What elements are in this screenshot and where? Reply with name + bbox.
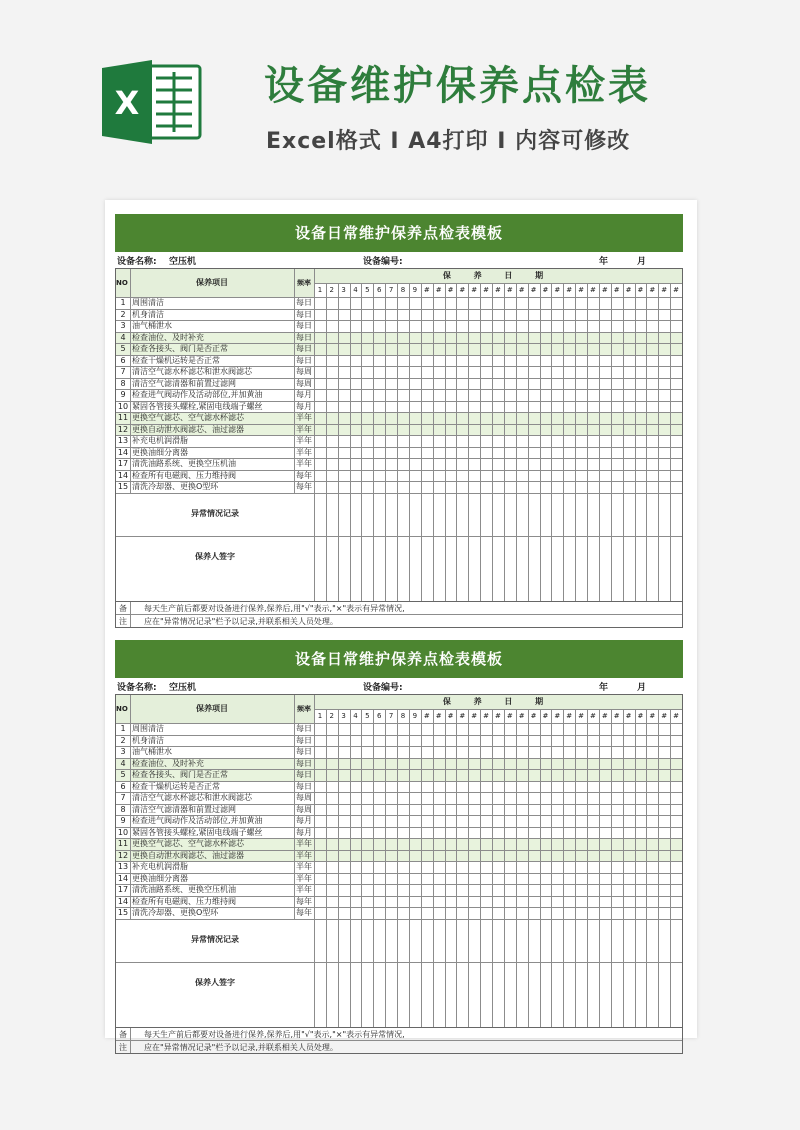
grid-line <box>646 709 647 1027</box>
day-number: # <box>459 286 466 294</box>
grid-line <box>635 709 636 1027</box>
day-number: # <box>625 712 632 720</box>
item-freq: 半年 <box>296 873 312 883</box>
grid-line <box>623 283 624 601</box>
grid-line <box>528 709 529 1027</box>
item-freq: 每日 <box>296 355 312 365</box>
grid-line <box>599 283 600 601</box>
grid-line <box>116 919 682 920</box>
item-name: 紧固各管接头螺栓,紧固电线端子螺丝 <box>132 401 263 411</box>
grid-line <box>658 283 659 601</box>
grid-line <box>492 283 493 601</box>
item-name: 更换空气滤芯、空气滤水杯滤芯 <box>132 839 244 848</box>
grid-line <box>409 283 410 601</box>
day-number: # <box>423 286 430 294</box>
notes-label-1: 备 <box>119 1030 127 1039</box>
grid-line <box>116 536 682 537</box>
item-no: 3 <box>120 747 126 756</box>
day-number: 8 <box>400 712 406 720</box>
day-number: # <box>649 712 656 720</box>
item-freq: 每日 <box>296 735 312 745</box>
day-number: # <box>554 286 561 294</box>
day-number: # <box>542 712 549 720</box>
inspection-sheet <box>115 640 683 1054</box>
item-name: 检查各接头、阀门是否正常 <box>132 770 228 779</box>
device-no-label: 设备编号: <box>363 683 403 693</box>
item-no: 12 <box>117 850 129 860</box>
grid-line <box>130 695 131 919</box>
grid-line <box>504 283 505 601</box>
day-number: 1 <box>317 286 323 294</box>
grid-line <box>350 283 351 601</box>
day-number: # <box>483 286 490 294</box>
item-freq: 每年 <box>296 896 312 906</box>
item-name: 检查所有电磁阀、压力维持阀 <box>132 896 236 906</box>
day-number: # <box>601 712 608 720</box>
item-freq: 每周 <box>296 793 312 802</box>
day-number: 6 <box>377 286 382 294</box>
item-name: 补充电机润滑脂 <box>132 436 188 445</box>
item-freq: 每月 <box>296 827 312 837</box>
item-freq: 每日 <box>296 309 312 319</box>
grid-line <box>445 709 446 1027</box>
grid-line <box>646 283 647 601</box>
grid-line <box>433 283 434 601</box>
item-no: 10 <box>117 401 129 411</box>
day-number: # <box>673 712 679 720</box>
item-no: 5 <box>120 344 126 353</box>
grid-line <box>670 709 671 1027</box>
item-no: 12 <box>117 424 129 434</box>
inspection-grid <box>115 694 683 1028</box>
grid-line <box>563 283 564 601</box>
item-no: 15 <box>117 908 129 917</box>
day-number: 3 <box>341 712 346 720</box>
day-number: 2 <box>329 286 335 294</box>
notes-label-2: 注 <box>119 617 127 626</box>
col-item-header: 保养项目 <box>196 278 228 287</box>
day-number: # <box>649 286 656 294</box>
grid-line <box>480 283 481 601</box>
item-no: 11 <box>117 839 129 848</box>
item-no: 4 <box>120 758 126 768</box>
item-name: 清洁空气滤水杯滤芯和泄水阀滤芯 <box>132 793 252 802</box>
grid-line <box>421 709 422 1027</box>
day-number: # <box>530 712 537 720</box>
day-number: # <box>423 712 430 720</box>
item-freq: 半年 <box>296 436 312 445</box>
item-freq: 每日 <box>296 321 312 330</box>
grid-line <box>326 283 327 601</box>
item-no: 3 <box>120 321 126 330</box>
item-name: 清洗冷却器、更换O型环 <box>132 908 219 917</box>
grid-line <box>611 709 612 1027</box>
grid-line <box>599 709 600 1027</box>
day-number: 2 <box>329 712 335 720</box>
day-number: 7 <box>388 712 394 720</box>
grid-line <box>338 283 339 601</box>
item-freq: 每日 <box>296 781 312 791</box>
year-label: 年 <box>599 683 609 693</box>
notes-label-2: 注 <box>119 1043 127 1052</box>
month-label: 月 <box>637 257 647 267</box>
item-name: 检查进气阀动作及活动部位,并加黄油 <box>132 816 263 825</box>
item-no: 4 <box>120 332 126 342</box>
item-no: 5 <box>120 770 126 779</box>
item-name: 检查油位、及时补充 <box>132 758 204 768</box>
item-name: 清洗冷却器、更换O型环 <box>132 482 219 491</box>
item-no: 14 <box>117 470 129 480</box>
day-number: # <box>447 286 454 294</box>
item-name: 更换油细分离器 <box>132 447 188 457</box>
grid-line <box>456 709 457 1027</box>
year-label: 年 <box>599 257 609 267</box>
item-no: 8 <box>120 378 126 388</box>
abnormal-record-label: 异常情况记录 <box>191 509 239 518</box>
item-name: 清洁空气滤清器和前置过滤网 <box>132 804 236 814</box>
day-number: # <box>459 712 466 720</box>
day-number: # <box>578 286 585 294</box>
item-no: 6 <box>120 781 126 791</box>
grid-line <box>575 709 576 1027</box>
item-name: 清洁空气滤清器和前置过滤网 <box>132 378 236 388</box>
grid-line <box>540 283 541 601</box>
item-name: 清洗油路系统、更换空压机油 <box>132 459 236 468</box>
grid-line <box>397 283 398 601</box>
excel-logo-letter: X <box>114 84 140 122</box>
day-number: 4 <box>353 712 358 720</box>
item-no: 8 <box>120 804 126 814</box>
item-freq: 半年 <box>296 413 312 422</box>
grid-line <box>130 269 131 493</box>
day-number: # <box>566 286 573 294</box>
day-number: # <box>471 712 478 720</box>
device-name-label: 设备名称: <box>117 257 157 267</box>
day-number: # <box>518 286 525 294</box>
item-freq: 每月 <box>296 401 312 411</box>
day-number: # <box>530 286 537 294</box>
day-number: 5 <box>365 286 370 294</box>
item-name: 机身清洁 <box>132 309 164 319</box>
day-number: # <box>601 286 608 294</box>
day-number: 4 <box>353 286 358 294</box>
info-row <box>115 252 683 268</box>
day-number: # <box>518 712 525 720</box>
grid-line <box>314 709 682 710</box>
item-name: 机身清洁 <box>132 735 164 745</box>
day-number: # <box>495 712 501 720</box>
day-number: # <box>590 712 596 720</box>
item-no: 7 <box>120 793 126 802</box>
item-freq: 每日 <box>296 747 312 756</box>
signature-label: 保养人签字 <box>195 552 235 561</box>
day-number: 8 <box>400 286 406 294</box>
grid-line <box>504 709 505 1027</box>
day-number: # <box>566 712 573 720</box>
item-name: 清洗油路系统、更换空压机油 <box>132 885 236 894</box>
item-name: 清洁空气滤水杯滤芯和泄水阀滤芯 <box>132 367 252 376</box>
col-no-header: NO <box>116 705 128 713</box>
grid-line <box>314 269 315 601</box>
item-freq: 每周 <box>296 367 312 376</box>
item-name: 检查干燥机运转是否正常 <box>132 355 220 365</box>
item-freq: 每月 <box>296 390 312 399</box>
item-freq: 每日 <box>296 758 312 768</box>
grid-line <box>670 283 671 601</box>
day-number: # <box>613 712 620 720</box>
item-freq: 每日 <box>296 332 312 342</box>
day-number: # <box>673 286 679 294</box>
grid-line <box>540 709 541 1027</box>
item-no: 7 <box>120 367 126 376</box>
item-name: 检查油位、及时补充 <box>132 332 204 342</box>
item-no: 17 <box>117 885 129 894</box>
grid-line <box>528 283 529 601</box>
item-freq: 每年 <box>296 470 312 480</box>
item-name: 更换自动泄水阀滤芯、油过滤器 <box>132 424 244 434</box>
day-number: # <box>495 286 501 294</box>
day-number: 9 <box>412 712 418 720</box>
grid-line <box>116 493 682 494</box>
grid-line <box>116 962 682 963</box>
item-name: 更换自动泄水阀滤芯、油过滤器 <box>132 850 244 860</box>
signature-label: 保养人签字 <box>195 978 235 987</box>
col-freq-header: 频率 <box>297 279 311 287</box>
grid-line <box>338 709 339 1027</box>
note-line-2: 应在"异常情况记录"栏予以记录,并联系相关人员处理。 <box>144 617 338 626</box>
day-number: # <box>471 286 478 294</box>
item-name: 更换空气滤芯、空气滤水杯滤芯 <box>132 413 244 422</box>
grid-line <box>623 709 624 1027</box>
device-no-label: 设备编号: <box>363 257 403 267</box>
grid-line <box>516 283 517 601</box>
item-name: 检查进气阀动作及活动部位,并加黄油 <box>132 390 263 399</box>
notes-section <box>115 602 683 628</box>
grid-line <box>361 283 362 601</box>
day-number: # <box>447 712 454 720</box>
item-name: 检查各接头、阀门是否正常 <box>132 344 228 353</box>
item-no: 17 <box>117 459 129 468</box>
item-no: 10 <box>117 827 129 837</box>
item-name: 更换油细分离器 <box>132 873 188 883</box>
grid-line <box>373 709 374 1027</box>
page-subtitle: Excel格式 I A4打印 I 内容可修改 <box>266 129 631 154</box>
grid-line <box>385 283 386 601</box>
col-item-header: 保养项目 <box>196 704 228 713</box>
item-freq: 每年 <box>296 908 312 917</box>
item-name: 油气桶泄水 <box>132 747 172 756</box>
grid-line <box>445 283 446 601</box>
day-number: 5 <box>365 712 370 720</box>
grid-line <box>314 695 315 1027</box>
item-name: 补充电机润滑脂 <box>132 862 188 871</box>
month-label: 月 <box>637 683 647 693</box>
info-row <box>115 678 683 694</box>
day-number: # <box>578 712 585 720</box>
item-freq: 半年 <box>296 839 312 848</box>
notes-section <box>115 1028 683 1054</box>
item-freq: 每日 <box>296 298 312 307</box>
item-no: 2 <box>120 735 126 745</box>
day-number: # <box>637 712 644 720</box>
item-name: 周围清洁 <box>132 724 164 733</box>
item-freq: 半年 <box>296 850 312 860</box>
note-line-1: 每天生产前后都要对设备进行保养,保养后,用"√"表示,"×"表示有异常情况, <box>144 604 405 613</box>
item-no: 14 <box>117 873 129 883</box>
item-no: 9 <box>120 390 126 399</box>
item-no: 13 <box>117 436 129 445</box>
day-number: # <box>637 286 644 294</box>
grid-line <box>575 283 576 601</box>
grid-line <box>456 283 457 601</box>
item-name: 周围清洁 <box>132 298 164 307</box>
day-number: # <box>625 286 632 294</box>
grid-line <box>480 709 481 1027</box>
col-freq-header: 频率 <box>297 705 311 713</box>
item-freq: 每月 <box>296 816 312 825</box>
item-name: 紧固各管接头螺栓,紧固电线端子螺丝 <box>132 827 263 837</box>
grid-line <box>468 283 469 601</box>
item-freq: 每年 <box>296 482 312 491</box>
item-freq: 每日 <box>296 344 312 353</box>
item-freq: 半年 <box>296 424 312 434</box>
grid-line <box>350 709 351 1027</box>
device-name-value[interactable]: 空压机 <box>169 257 197 267</box>
days-group-header: 保 养 日 期 <box>442 697 554 706</box>
day-number: # <box>506 286 513 294</box>
grid-line <box>492 709 493 1027</box>
day-number: # <box>506 712 513 720</box>
note-line-2: 应在"异常情况记录"栏予以记录,并联系相关人员处理。 <box>144 1043 338 1052</box>
item-no: 14 <box>117 896 129 906</box>
item-no: 15 <box>117 482 129 491</box>
item-no: 14 <box>117 447 129 457</box>
item-freq: 每日 <box>296 770 312 779</box>
item-no: 11 <box>117 413 129 422</box>
item-freq: 半年 <box>296 447 312 457</box>
day-number: # <box>661 712 668 720</box>
item-freq: 半年 <box>296 885 312 894</box>
item-freq: 半年 <box>296 862 312 871</box>
grid-line <box>397 709 398 1027</box>
item-no: 13 <box>117 862 129 871</box>
item-name: 检查所有电磁阀、压力维持阀 <box>132 470 236 480</box>
day-number: 7 <box>388 286 394 294</box>
excel-logo-icon <box>100 58 204 146</box>
grid-line <box>433 709 434 1027</box>
note-line-1: 每天生产前后都要对设备进行保养,保养后,用"√"表示,"×"表示有异常情况, <box>144 1030 405 1039</box>
grid-line <box>587 709 588 1027</box>
item-no: 2 <box>120 309 126 319</box>
grid-line <box>326 709 327 1027</box>
day-number: 9 <box>412 286 418 294</box>
day-number: 3 <box>341 286 346 294</box>
grid-line <box>611 283 612 601</box>
grid-line <box>314 283 682 284</box>
grid-line <box>587 283 588 601</box>
sheet-title: 设备日常维护保养点检表模板 <box>115 640 683 678</box>
grid-line <box>468 709 469 1027</box>
day-number: # <box>613 286 620 294</box>
day-number: # <box>590 286 596 294</box>
grid-line <box>563 709 564 1027</box>
grid-line <box>658 709 659 1027</box>
day-number: # <box>483 712 490 720</box>
item-name: 检查干燥机运转是否正常 <box>132 781 220 791</box>
item-no: 1 <box>120 298 126 307</box>
sheet-title: 设备日常维护保养点检表模板 <box>115 214 683 252</box>
day-number: # <box>542 286 549 294</box>
device-name-value[interactable]: 空压机 <box>169 683 197 693</box>
grid-line <box>421 283 422 601</box>
abnormal-record-label: 异常情况记录 <box>191 935 239 944</box>
day-number: # <box>554 712 561 720</box>
inspection-sheet <box>115 214 683 628</box>
page-title: 设备维护保养点检表 <box>264 63 651 109</box>
days-group-header: 保 养 日 期 <box>442 271 554 280</box>
day-number: # <box>435 286 442 294</box>
notes-label-1: 备 <box>119 604 127 613</box>
grid-line <box>516 709 517 1027</box>
grid-line <box>373 283 374 601</box>
device-name-label: 设备名称: <box>117 683 157 693</box>
day-number: 6 <box>377 712 382 720</box>
day-number: # <box>435 712 442 720</box>
item-freq: 每周 <box>296 378 312 388</box>
day-number: # <box>661 286 668 294</box>
day-number: 1 <box>317 712 323 720</box>
inspection-grid <box>115 268 683 602</box>
grid-line <box>385 709 386 1027</box>
grid-line <box>409 709 410 1027</box>
grid-line <box>635 283 636 601</box>
item-no: 9 <box>120 816 126 825</box>
grid-line <box>361 709 362 1027</box>
grid-line <box>551 283 552 601</box>
grid-line <box>551 709 552 1027</box>
item-no: 6 <box>120 355 126 365</box>
item-freq: 半年 <box>296 459 312 468</box>
banner <box>0 0 800 190</box>
item-name: 油气桶泄水 <box>132 321 172 330</box>
item-freq: 每周 <box>296 804 312 814</box>
item-no: 1 <box>120 724 126 733</box>
item-freq: 每日 <box>296 724 312 733</box>
col-no-header: NO <box>116 279 128 287</box>
